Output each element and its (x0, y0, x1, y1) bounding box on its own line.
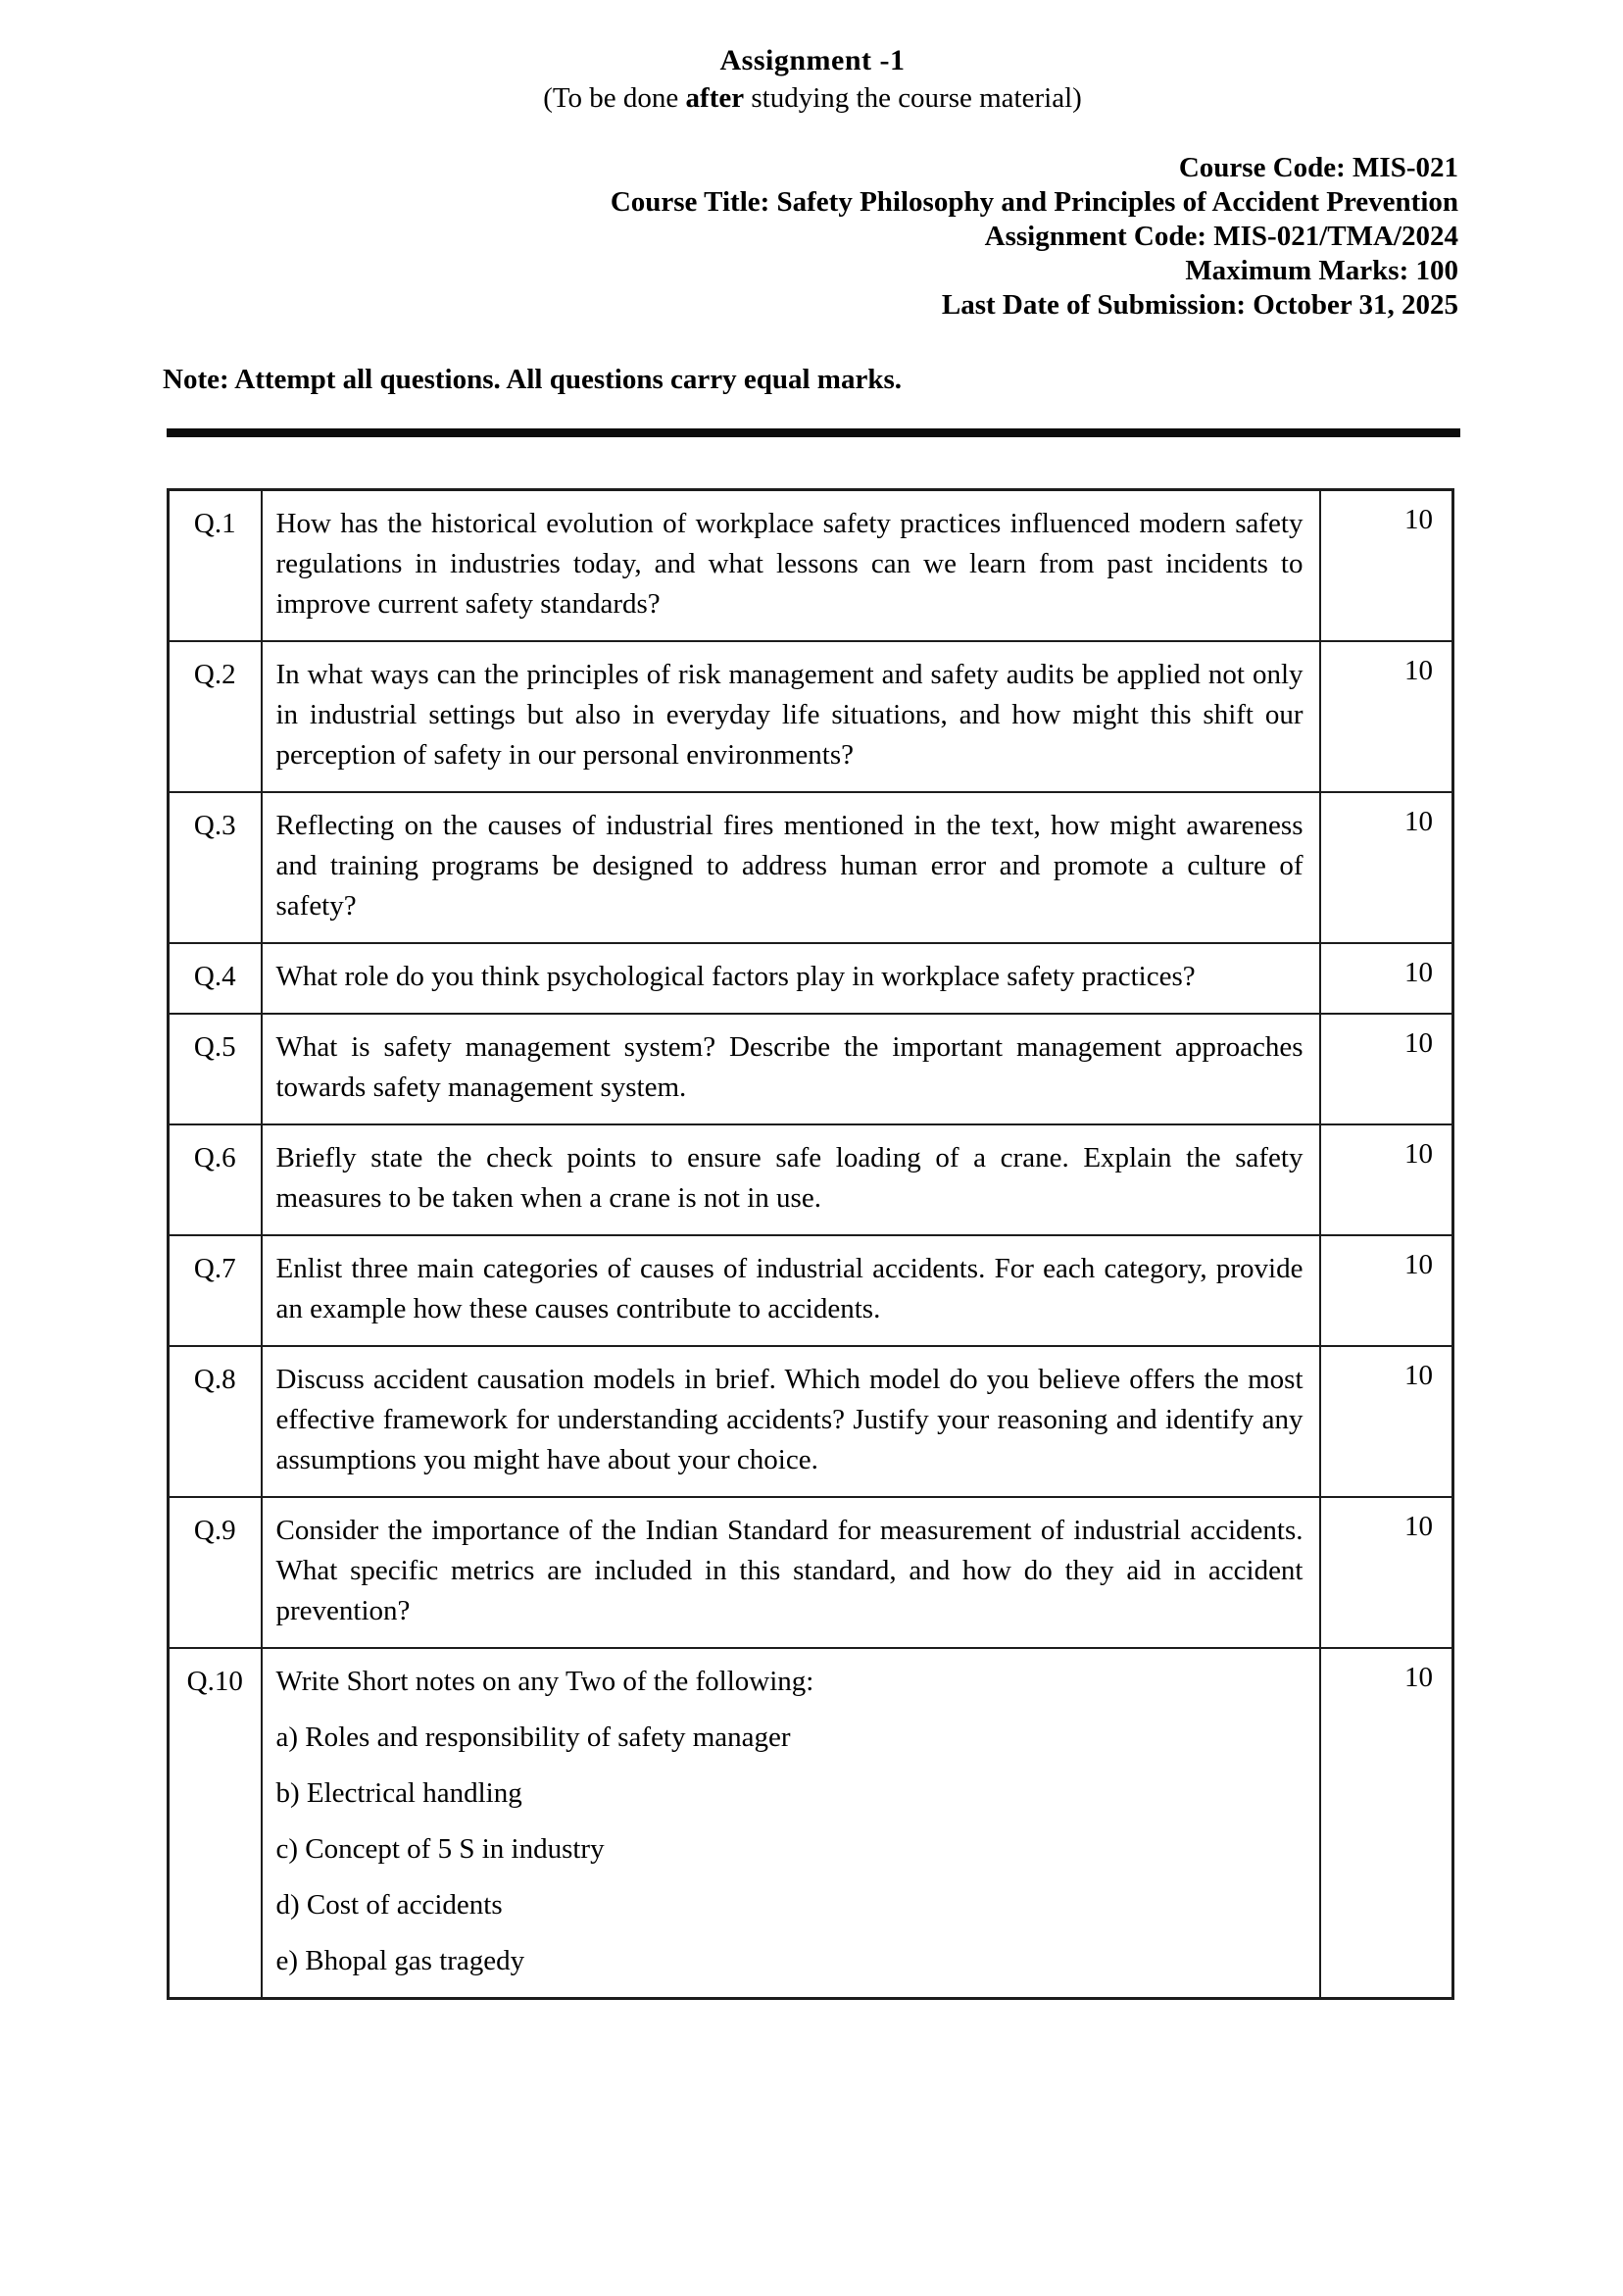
question-number: Q.6 (169, 1124, 262, 1235)
question-text: Discuss accident causation models in brief. Which model do you believe offers the most effective framework for understanding accidents? Justify your reasoning and identify any assumptions you might have about your choice. (262, 1346, 1320, 1497)
table-row (169, 490, 1453, 642)
questions-table (167, 488, 1454, 2000)
table-row (169, 1346, 1453, 1497)
table-row (169, 1124, 1453, 1235)
question-number: Q.4 (169, 943, 262, 1014)
course-code-line: Course Code: MIS-021 (1178, 152, 1458, 183)
question-marks: 10 (1320, 1648, 1453, 1999)
divider-rule (167, 428, 1460, 437)
question-number: Q.1 (169, 490, 262, 642)
question-text: What is safety management system? Describe the important management approaches towards safety management system. (262, 1014, 1320, 1124)
question-marks: 10 (1320, 943, 1453, 1014)
subtitle-bold-word: after (685, 82, 745, 114)
question-number: Q.7 (169, 1235, 262, 1346)
table-row (169, 1648, 1453, 1999)
q10-item-d: d) Cost of accidents (275, 1889, 503, 1921)
table-row (169, 792, 1453, 943)
question-text: Enlist three main categories of causes of industrial accidents. For each category, provide an example how these causes contribute to accidents. (262, 1235, 1320, 1346)
question-text: Briefly state the check points to ensure safe loading of a crane. Explain the safety measures to be taken when a crane is not in use. (262, 1124, 1320, 1235)
subtitle-suffix: studying the course material) (744, 82, 1082, 114)
question-text: Consider the importance of the Indian Standard for measurement of industrial accidents. What specific metrics are included in this standard, and how do they aid in accident prevention? (262, 1497, 1320, 1648)
q10-item-c: c) Concept of 5 S in industry (275, 1833, 605, 1865)
question-marks: 10 (1320, 1124, 1453, 1235)
q10-intro: Write Short notes on any Two of the following: (275, 1666, 814, 1697)
table-row (169, 641, 1453, 792)
question-number: Q.5 (169, 1014, 262, 1124)
question-marks: 10 (1320, 1235, 1453, 1346)
maximum-marks-line: Maximum Marks: 100 (1185, 255, 1458, 286)
assignment-code-line: Assignment Code: MIS-021/TMA/2024 (984, 221, 1458, 252)
course-info-block (167, 151, 1458, 323)
question-number: Q.3 (169, 792, 262, 943)
question-number: Q.9 (169, 1497, 262, 1648)
question-text: In what ways can the principles of risk management and safety audits be applied not only in industrial settings but also in everyday life situations, and how might this shift our perception of safety in our personal environments? (262, 641, 1320, 792)
q10-item-b: b) Electrical handling (275, 1777, 522, 1809)
question-marks: 10 (1320, 792, 1453, 943)
question-marks: 10 (1320, 490, 1453, 642)
question-text: Reflecting on the causes of industrial fires mentioned in the text, how might awareness and training programs be designed to address human error and promote a culture of safety? (262, 792, 1320, 943)
page-subtitle (167, 80, 1458, 116)
last-date-line: Last Date of Submission: October 31, 2025 (941, 289, 1458, 321)
question-number: Q.8 (169, 1346, 262, 1497)
question-marks: 10 (1320, 1346, 1453, 1497)
page-content (163, 0, 1458, 2000)
note-line: Note: Attempt all questions. All questions carry equal marks. (163, 364, 902, 395)
page-title: Assignment -1 (719, 44, 906, 76)
question-text: How has the historical evolution of workplace safety practices influenced modern safety regulations in industries today, and what lessons can we learn from past incidents to improve current safety standards? (262, 490, 1320, 642)
table-row (169, 1014, 1453, 1124)
question-text (262, 1648, 1320, 1999)
question-marks: 10 (1320, 641, 1453, 792)
q10-item-e: e) Bhopal gas tragedy (275, 1945, 525, 1976)
question-text: What role do you think psychological factors play in workplace safety practices? (262, 943, 1320, 1014)
subtitle-prefix: (To be done (543, 82, 686, 114)
question-number: Q.10 (169, 1648, 262, 1999)
course-title-line: Course Title: Safety Philosophy and Principles of Accident Prevention (610, 186, 1458, 218)
table-row (169, 943, 1453, 1014)
table-row (169, 1497, 1453, 1648)
table-row (169, 1235, 1453, 1346)
question-marks: 10 (1320, 1497, 1453, 1648)
q10-item-a: a) Roles and responsibility of safety manager (275, 1722, 791, 1753)
question-marks: 10 (1320, 1014, 1453, 1124)
question-number: Q.2 (169, 641, 262, 792)
